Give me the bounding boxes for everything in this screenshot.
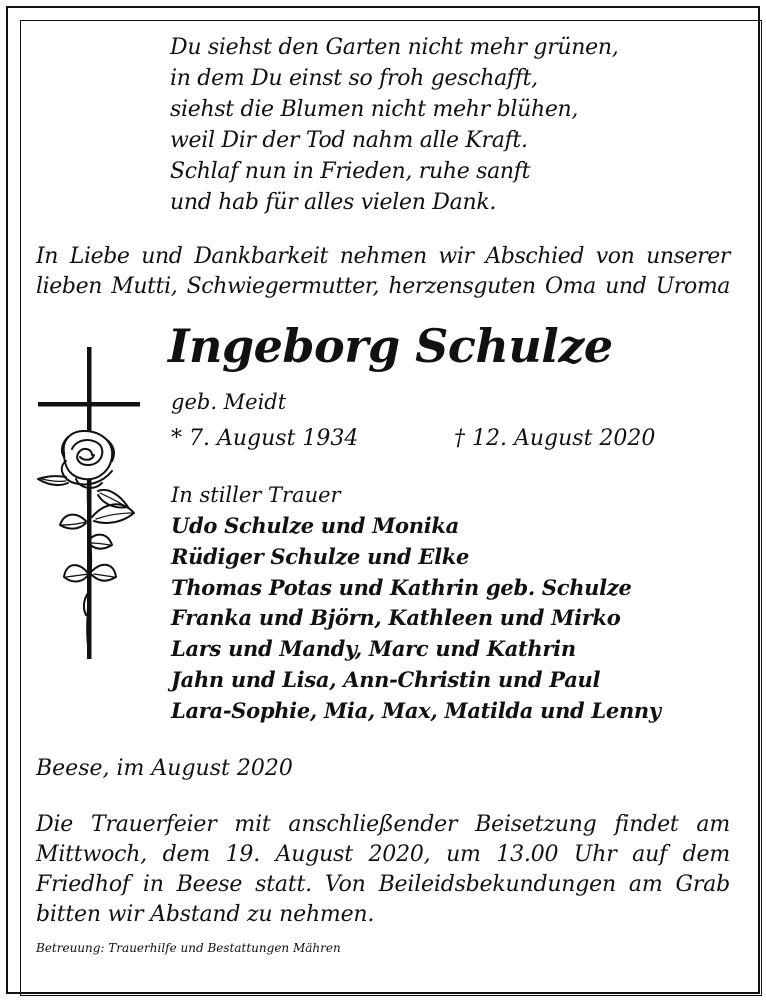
maiden-name: geb. Meidt xyxy=(171,390,287,414)
cross-with-rose-icon xyxy=(36,345,144,663)
mourners-heading: In stiller Trauer xyxy=(171,483,341,507)
funeral-info xyxy=(36,810,730,930)
funeral-info-line: Die Trauerfeier mit anschließender Beisetzung findet am xyxy=(36,812,730,837)
poem-line: weil Dir der Tod nahm alle Kraft. xyxy=(170,128,528,153)
poem xyxy=(170,32,730,218)
mourner-line: Franka und Björn, Kathleen und Mirko xyxy=(171,605,621,631)
poem-line: siehst die Blumen nicht mehr blühen, xyxy=(170,97,579,122)
funeral-info-line: Friedhof in Beese statt. Von Beileidsbekundungen am Grab xyxy=(36,872,730,897)
intro-line: In Liebe und Dankbarkeit nehmen wir Abschied von unserer xyxy=(36,244,730,269)
intro-text xyxy=(36,242,730,302)
poem-line: in dem Du einst so froh geschafft, xyxy=(170,66,538,91)
poem-line: Schlaf nun in Frieden, ruhe sanft xyxy=(170,159,531,184)
death-date: † 12. August 2020 xyxy=(454,426,656,451)
mourner-line: Jahn und Lisa, Ann-Christin und Paul xyxy=(171,666,601,692)
funeral-info-line: bitten wir Abstand zu nehmen. xyxy=(36,902,375,927)
mourner-line: Udo Schulze und Monika xyxy=(171,513,459,538)
deceased-name: Ingeborg Schulze xyxy=(168,319,613,373)
intro-line: lieben Mutti, Schwiegermutter, herzensguten Oma und Uroma xyxy=(36,274,730,299)
mourner-line: Rüdiger Schulze und Elke xyxy=(171,543,470,569)
mourners-list xyxy=(171,511,661,727)
undertaker-credit: Betreuung: Trauerhilfe und Bestattungen Mähren xyxy=(36,941,341,955)
mourner-line: Lars und Mandy, Marc und Kathrin xyxy=(171,636,576,662)
birth-date: * 7. August 1934 xyxy=(171,426,359,451)
poem-line: Du siehst den Garten nicht mehr grünen, xyxy=(170,35,619,60)
place-and-date: Beese, im August 2020 xyxy=(36,756,293,781)
mourner-line: Lara-Sophie, Mia, Max, Matilda und Lenny xyxy=(171,697,661,723)
funeral-info-line: Mittwoch, dem 19. August 2020, um 13.00 Uhr auf dem xyxy=(36,842,730,867)
poem-line: und hab für alles vielen Dank. xyxy=(170,190,497,215)
mourner-line: Thomas Potas und Kathrin geb. Schulze xyxy=(171,574,632,600)
